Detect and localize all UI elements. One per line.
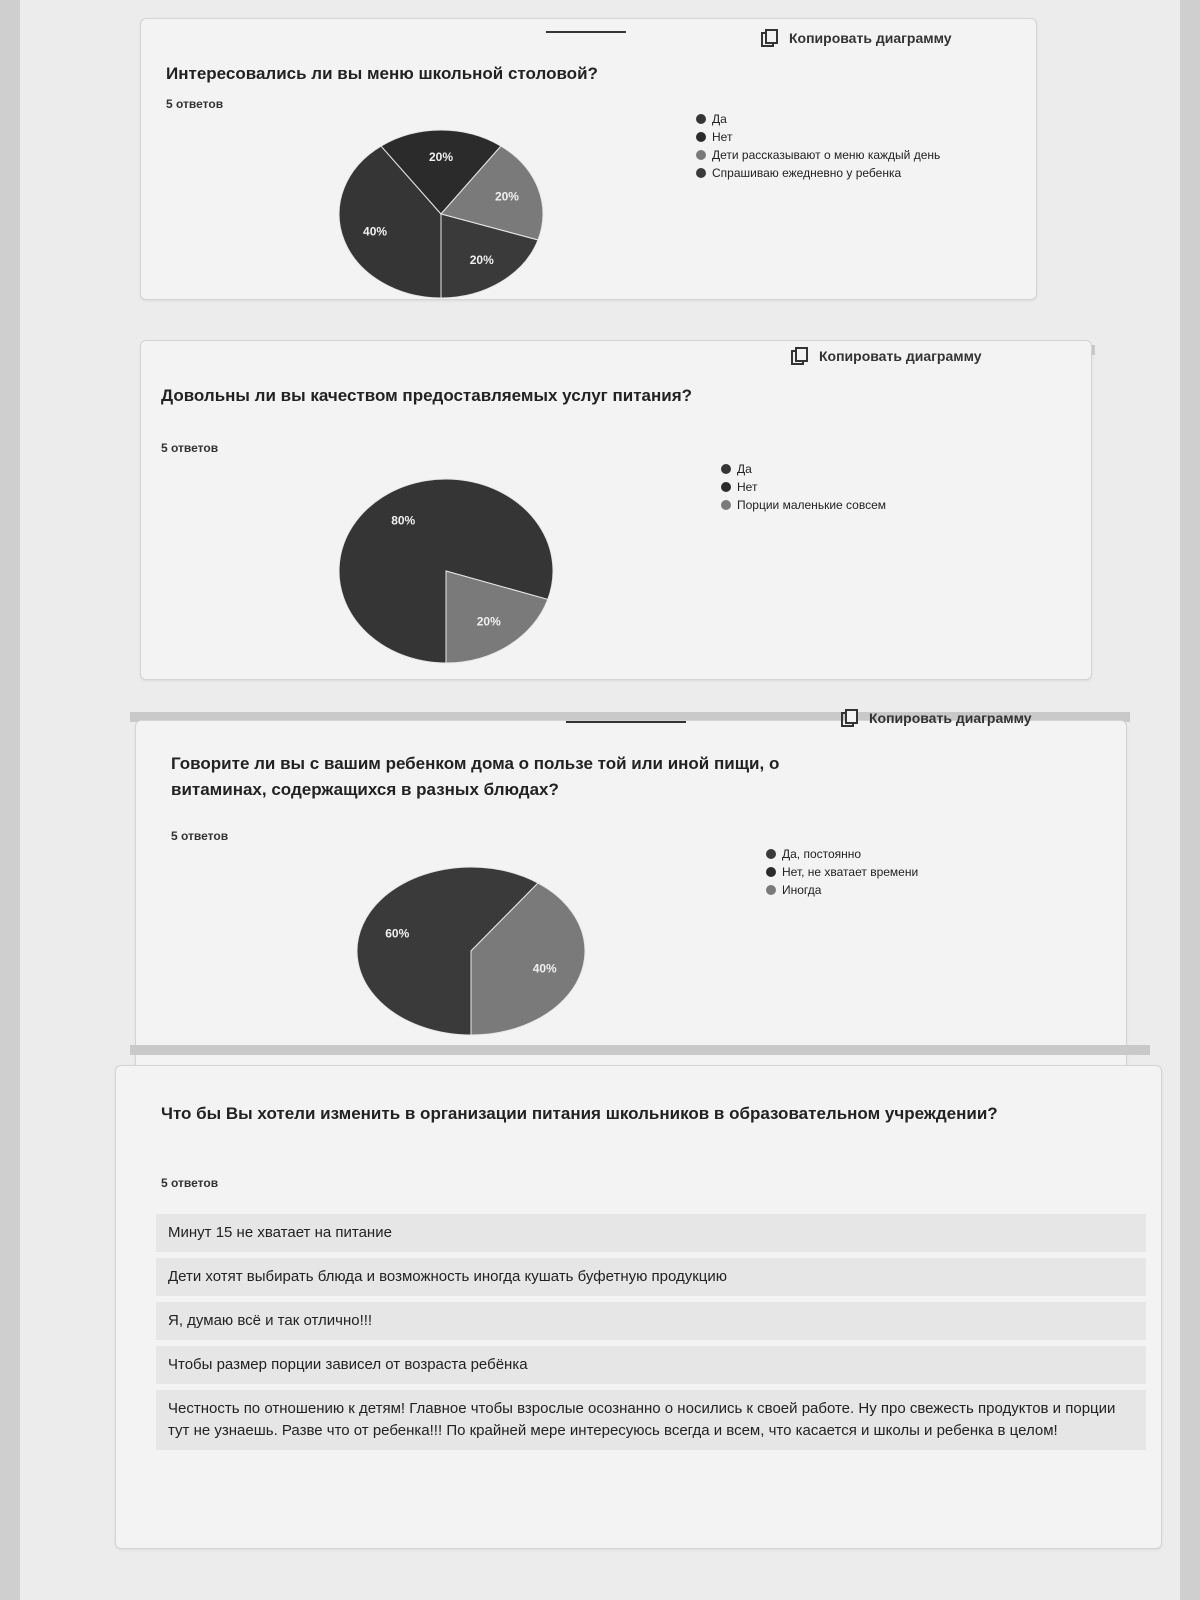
pie-slice-label: 20% xyxy=(428,149,454,164)
legend-item xyxy=(766,882,1026,898)
pie-slice-label: 60% xyxy=(385,926,410,941)
legend-label: Дети рассказывают о меню каждый день xyxy=(712,148,941,162)
copy-chart-label: Копировать диаграмму xyxy=(869,710,1032,726)
response-count: 5 ответов xyxy=(161,441,219,455)
legend-dot xyxy=(766,885,776,895)
copy-chart-label: Копировать диаграмму xyxy=(819,348,982,364)
legend-item xyxy=(766,864,1026,880)
chart-legend xyxy=(696,111,956,183)
legend-item xyxy=(696,111,956,127)
pie-chart-2 xyxy=(331,471,561,671)
chart-legend xyxy=(766,846,1026,900)
legend-item xyxy=(696,165,956,181)
legend-label: Нет xyxy=(737,480,758,494)
question-card-1 xyxy=(140,18,1037,300)
answer-item: Минут 15 не хватает на питание xyxy=(156,1214,1146,1252)
legend-label: Нет, не хватает времени xyxy=(782,865,919,879)
legend-label: Да xyxy=(712,112,727,126)
response-count: 5 ответов xyxy=(171,829,229,843)
copy-icon xyxy=(791,347,809,365)
pie-slice-label: 40% xyxy=(532,961,557,976)
chart-legend xyxy=(721,461,981,515)
copy-chart-label: Копировать диаграмму xyxy=(789,30,952,46)
legend-dot xyxy=(696,114,706,124)
legend-dot xyxy=(721,500,731,510)
question-title: Что бы Вы хотели изменить в организации питания школьников в образовательном учреждении? xyxy=(161,1104,998,1123)
question-card-4 xyxy=(115,1065,1162,1549)
answer-list xyxy=(156,1214,1146,1456)
legend-label: Нет xyxy=(712,130,733,144)
question-title: Говорите ли вы с вашим ребенком дома о пользе той или иной пищи, о витаминах, содержащихся в разных блюдах? xyxy=(171,754,780,799)
response-count: 5 ответов xyxy=(161,1176,219,1190)
legend-item xyxy=(696,129,956,145)
legend-dot xyxy=(766,849,776,859)
pie-slice-label: 20% xyxy=(469,253,494,268)
question-card-2 xyxy=(140,340,1092,680)
answer-item: Чтобы размер порции зависел от возраста ребёнка xyxy=(156,1346,1146,1384)
legend-label: Иногда xyxy=(782,883,822,897)
legend-dot xyxy=(696,132,706,142)
legend-item xyxy=(721,479,981,495)
legend-label: Да xyxy=(737,462,752,476)
legend-item xyxy=(766,846,1026,862)
legend-dot xyxy=(766,867,776,877)
question-title: Довольны ли вы качеством предоставляемых услуг питания? xyxy=(161,386,693,405)
response-count: 5 ответов xyxy=(166,97,224,111)
copy-chart-button[interactable] xyxy=(761,29,952,47)
answer-item: Честность по отношению к детям! Главное чтобы взрослые осознанно о носились к своей работе. Ну про свежесть продуктов и порции тут не узнаешь. Разве что от ребенка!!! По крайней мере интересуюсь всегда и всем, что касается и школы и ребенка в целом! xyxy=(156,1390,1146,1450)
answer-item: Я, думаю всё и так отлично!!! xyxy=(156,1302,1146,1340)
copy-chart-button[interactable] xyxy=(791,347,982,365)
legend-dot xyxy=(696,150,706,160)
legend-dot xyxy=(696,168,706,178)
section-divider xyxy=(130,1045,1150,1055)
copy-icon xyxy=(761,29,779,47)
copy-chart-button[interactable] xyxy=(841,709,1032,727)
legend-label: Да, постоянно xyxy=(782,847,862,861)
legend-item xyxy=(721,461,981,477)
legend-item xyxy=(721,497,981,513)
pie-slice-label: 80% xyxy=(391,513,416,528)
copy-icon xyxy=(841,709,859,727)
pie-slice-label: 40% xyxy=(363,224,388,239)
card-tab-indicator xyxy=(546,31,626,33)
legend-item xyxy=(696,147,956,163)
legend-label: Спрашиваю ежедневно у ребенка xyxy=(712,166,902,180)
question-card-3 xyxy=(135,710,1127,1084)
pie-slice-label: 20% xyxy=(494,189,519,204)
question-title: Интересовались ли вы меню школьной столовой? xyxy=(166,64,598,83)
answer-item: Дети хотят выбирать блюда и возможность иногда кушать буфетную продукцию xyxy=(156,1258,1146,1296)
legend-dot xyxy=(721,464,731,474)
legend-label: Порции маленькие совсем xyxy=(737,498,886,512)
pie-slice-label: 20% xyxy=(476,614,501,629)
pie-chart-3 xyxy=(346,861,596,1041)
pie-chart-1 xyxy=(331,124,551,304)
legend-dot xyxy=(721,482,731,492)
card-tab-indicator xyxy=(566,721,686,723)
